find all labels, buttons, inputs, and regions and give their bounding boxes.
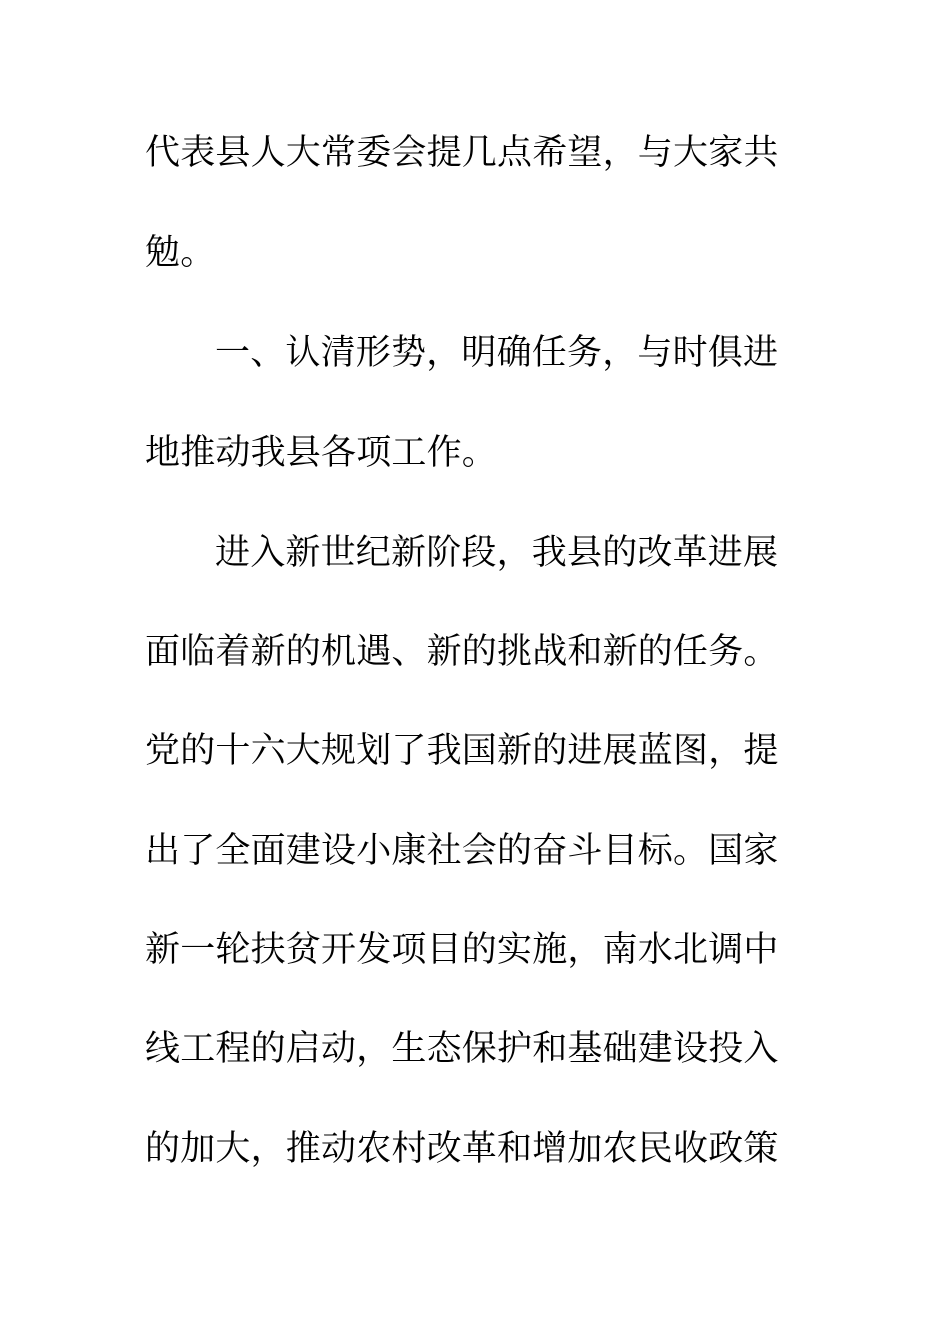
paragraph-line-5: 党的十六大规划了我国新的进展蓝图，提	[145, 731, 779, 771]
paragraph-line-3: 进入新世纪新阶段，我县的改革进展	[215, 533, 779, 573]
paragraph-line-8: 线工程的启动，生态保护和基础建设投入	[145, 1029, 779, 1069]
section-heading-line-2: 地推动我县各项工作。	[145, 433, 498, 473]
paragraph-line-1: 代表县人大常委会提几点希望，与大家共	[145, 133, 779, 173]
paragraph-line-6: 出了全面建设小康社会的奋斗目标。国家	[145, 831, 779, 871]
paragraph-line-2: 勉。	[145, 233, 216, 273]
section-heading-line-1: 一、认清形势，明确任务，与时俱进	[215, 333, 779, 373]
paragraph-line-9: 的加大，推动农村改革和增加农民收政策	[145, 1129, 779, 1169]
paragraph-line-4: 面临着新的机遇、新的挑战和新的任务。	[145, 632, 779, 672]
paragraph-line-7: 新一轮扶贫开发项目的实施，南水北调中	[145, 930, 779, 970]
